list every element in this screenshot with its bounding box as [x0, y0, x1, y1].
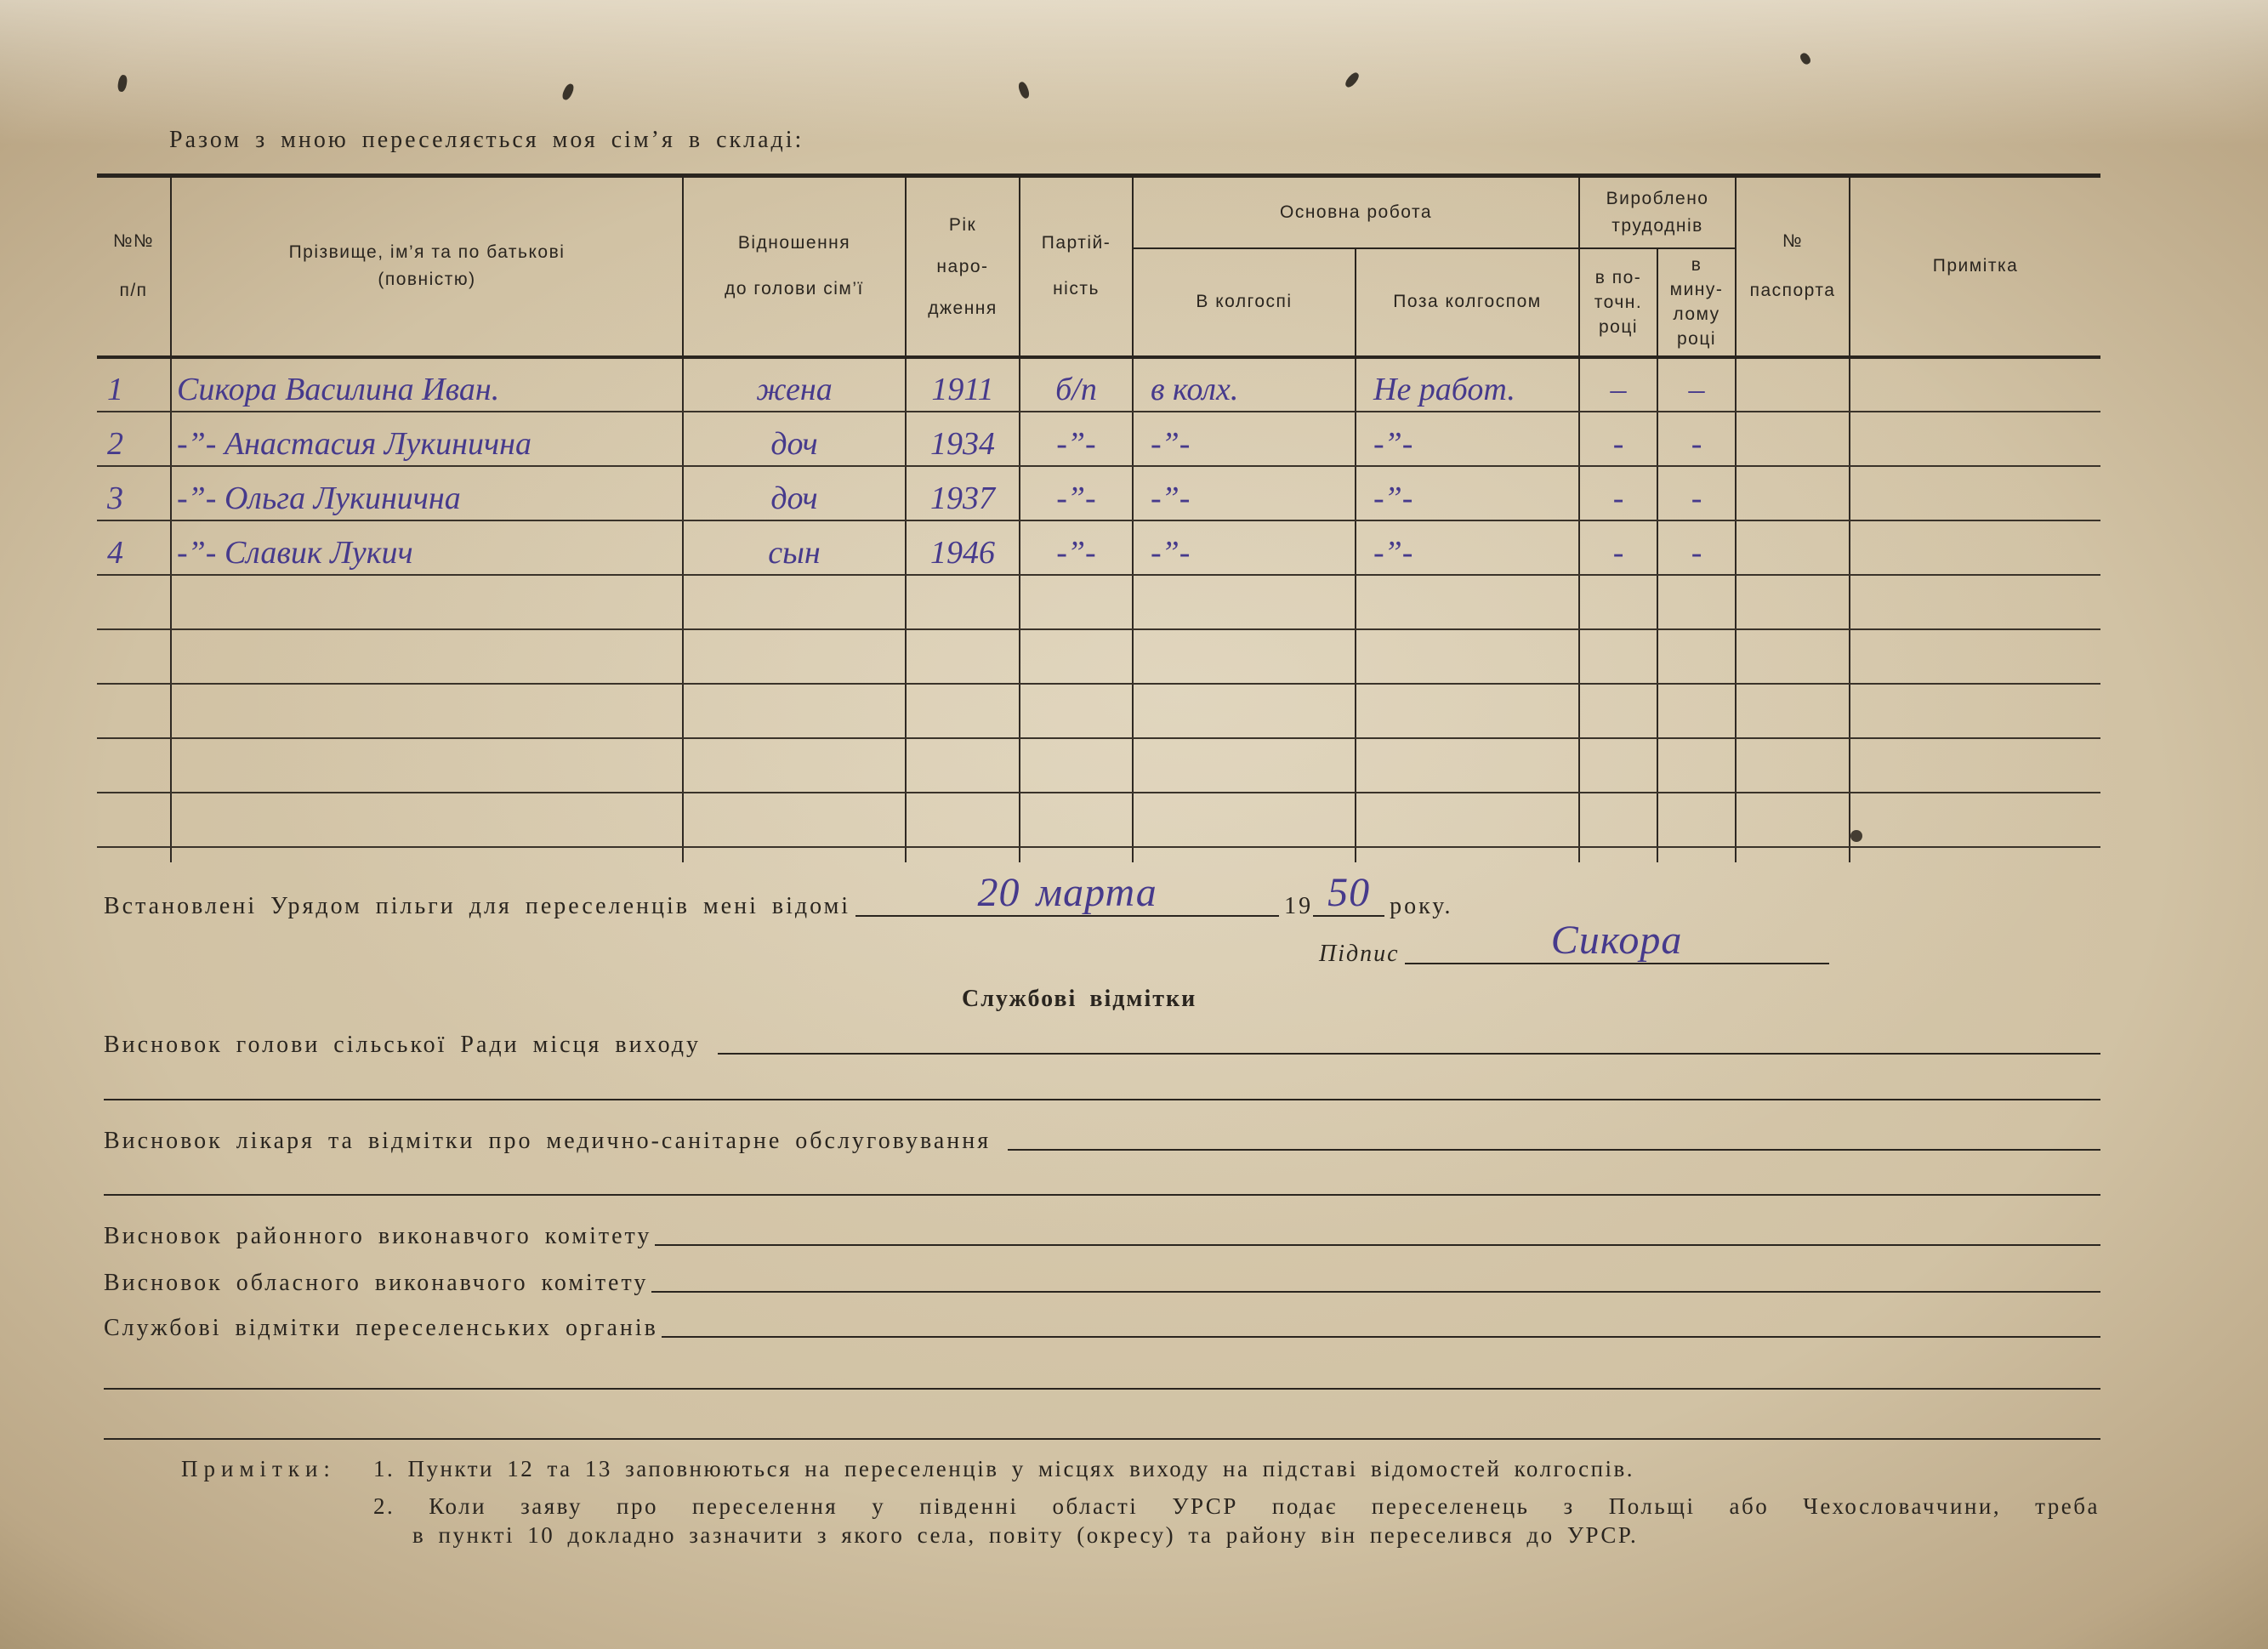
cell-workdays-past	[1657, 684, 1736, 738]
field-regional-committee-conclusion	[104, 1269, 2100, 1298]
footnote-1	[181, 1454, 1634, 1483]
header-line: наро-	[936, 256, 989, 276]
field-line	[651, 1289, 2100, 1293]
family-members-body	[97, 357, 2100, 862]
punch-mark	[1017, 81, 1031, 100]
cell-name	[171, 684, 683, 738]
header-line: лому	[1673, 304, 1720, 324]
cell-outside-kolhosp: -”-	[1356, 412, 1579, 466]
cell-passport	[1736, 793, 1850, 847]
cell-note	[1850, 684, 2100, 738]
handwritten-signature: Сикора	[1550, 918, 1683, 963]
cell-note	[1850, 738, 2100, 793]
cell-passport	[1736, 684, 1850, 738]
cell-num	[97, 629, 171, 684]
header-workdays-past	[1657, 248, 1736, 357]
cell-birth-year	[906, 738, 1020, 793]
header-line: Прізвище, ім’я та по батькові	[288, 242, 566, 263]
punch-mark	[1799, 51, 1812, 65]
cell-num: 2	[97, 412, 171, 466]
empty-row	[97, 575, 2100, 629]
cell-party	[1020, 629, 1133, 684]
header-line: до голови сім’ї	[725, 279, 864, 299]
header-note: Примітка	[1850, 176, 2100, 357]
cell-passport	[1736, 357, 1850, 412]
header-line: році	[1598, 316, 1639, 337]
field-line	[1008, 1147, 2100, 1151]
cell-birth-year	[906, 847, 1020, 862]
benefits-statement-label: Встановлені Урядом пільги для переселенців мені відомі	[104, 893, 851, 919]
signature-row	[1319, 918, 1834, 969]
cell-in-kolhosp: -”-	[1133, 520, 1356, 575]
service-notes-title: Службові відмітки	[962, 986, 1197, 1012]
header-line: №№	[112, 231, 155, 252]
table-bottom-margin	[97, 847, 2100, 862]
cell-note	[1850, 466, 2100, 520]
cell-workdays-current	[1579, 847, 1657, 862]
header-line: п/п	[119, 281, 148, 301]
cell-in-kolhosp	[1133, 629, 1356, 684]
header-in-kolhosp: В колгоспі	[1133, 248, 1356, 357]
family-members-table	[97, 173, 2100, 862]
header-main-work: Основна робота	[1133, 176, 1579, 248]
cell-workdays-current	[1579, 575, 1657, 629]
cell-birth-year: 1946	[906, 520, 1020, 575]
year-suffix: року.	[1390, 893, 1453, 919]
family-member-row	[97, 466, 2100, 520]
punch-mark	[117, 74, 128, 92]
cell-party	[1020, 847, 1133, 862]
cell-relation: доч	[683, 466, 906, 520]
header-line: Партій-	[1041, 233, 1111, 253]
header-line: дження	[928, 298, 998, 318]
field-resettlement-authority-notes	[104, 1314, 2100, 1343]
cell-party: б/п	[1020, 357, 1133, 412]
field-label: Висновок обласного виконавчого комітету	[104, 1270, 649, 1296]
cell-workdays-past	[1657, 629, 1736, 684]
cell-outside-kolhosp: -”-	[1356, 520, 1579, 575]
cell-party	[1020, 793, 1133, 847]
cell-birth-year: 1934	[906, 412, 1020, 466]
header-workdays-current	[1579, 248, 1657, 357]
cell-workdays-current: -	[1579, 412, 1657, 466]
header-line: (повністю)	[378, 270, 476, 290]
header-relation	[683, 176, 906, 357]
family-member-row	[97, 412, 2100, 466]
ruled-line	[104, 1388, 2100, 1390]
cell-outside-kolhosp	[1356, 629, 1579, 684]
header-line: №	[1782, 231, 1804, 252]
header-line: паспорта	[1749, 281, 1836, 301]
cell-relation	[683, 738, 906, 793]
cell-num	[97, 738, 171, 793]
field-line	[662, 1334, 2100, 1338]
cell-workdays-current	[1579, 684, 1657, 738]
cell-name: -”- Славик Лукич	[171, 520, 683, 575]
table-header	[97, 176, 2100, 357]
cell-relation	[683, 793, 906, 847]
cell-outside-kolhosp: Не работ.	[1356, 357, 1579, 412]
header-passport	[1736, 176, 1850, 357]
footnotes-label: Примітки:	[181, 1456, 336, 1481]
cell-workdays-current	[1579, 793, 1657, 847]
field-doctor-conclusion	[104, 1127, 2100, 1156]
punch-mark	[1344, 71, 1361, 89]
empty-row	[97, 629, 2100, 684]
header-line: році	[1676, 329, 1717, 349]
cell-workdays-past	[1657, 793, 1736, 847]
header-outside-kolhosp: Поза колгоспом	[1356, 248, 1579, 357]
benefits-statement-row	[104, 870, 1453, 921]
cell-passport	[1736, 466, 1850, 520]
header-line: Вироблено	[1606, 188, 1709, 208]
cell-passport	[1736, 738, 1850, 793]
header-party	[1020, 176, 1133, 357]
cell-num	[97, 575, 171, 629]
year-blank	[1313, 870, 1384, 917]
cell-num	[97, 847, 171, 862]
cell-note	[1850, 412, 2100, 466]
family-member-row	[97, 520, 2100, 575]
header-workdays	[1579, 176, 1736, 248]
cell-note	[1850, 629, 2100, 684]
cell-note	[1850, 520, 2100, 575]
header-line: в по-	[1594, 267, 1642, 287]
field-district-committee-conclusion	[104, 1222, 2100, 1251]
signature-label: Підпис	[1319, 941, 1400, 967]
cell-party	[1020, 684, 1133, 738]
cell-num	[97, 684, 171, 738]
field-line	[718, 1051, 2100, 1055]
cell-in-kolhosp	[1133, 793, 1356, 847]
family-member-row	[97, 357, 2100, 412]
cell-workdays-current	[1579, 629, 1657, 684]
cell-outside-kolhosp	[1356, 575, 1579, 629]
empty-row	[97, 684, 2100, 738]
header-line: Рік	[948, 214, 977, 235]
cell-relation: сын	[683, 520, 906, 575]
ruled-line	[104, 1194, 2100, 1196]
cell-num	[97, 793, 171, 847]
field-label: Службові відмітки переселенських органів	[104, 1315, 658, 1341]
cell-note	[1850, 847, 2100, 862]
cell-outside-kolhosp: -”-	[1356, 466, 1579, 520]
cell-note	[1850, 575, 2100, 629]
cell-workdays-current: -	[1579, 520, 1657, 575]
cell-relation: доч	[683, 412, 906, 466]
cell-in-kolhosp: -”-	[1133, 466, 1356, 520]
cell-party: -”-	[1020, 412, 1133, 466]
field-village-council-conclusion	[104, 1031, 2100, 1060]
footnote-2	[373, 1492, 2100, 1549]
handwritten-date: 20 марта	[977, 870, 1157, 915]
cell-birth-year	[906, 629, 1020, 684]
cell-note	[1850, 357, 2100, 412]
cell-name	[171, 847, 683, 862]
cell-workdays-current	[1579, 738, 1657, 793]
field-label: Висновок районного виконавчого комітету	[104, 1223, 652, 1249]
cell-num: 4	[97, 520, 171, 575]
cell-in-kolhosp	[1133, 684, 1356, 738]
ruled-line	[104, 1099, 2100, 1100]
date-blank	[855, 870, 1279, 917]
cell-passport	[1736, 847, 1850, 862]
field-label: Висновок голови сільської Ради місця виходу	[104, 1032, 702, 1058]
cell-num: 3	[97, 466, 171, 520]
header-line: ність	[1053, 279, 1100, 299]
cell-note	[1850, 793, 2100, 847]
cell-relation	[683, 847, 906, 862]
cell-workdays-past	[1657, 847, 1736, 862]
cell-birth-year: 1911	[906, 357, 1020, 412]
footnote-1-text: 1. Пункти 12 та 13 заповнюються на переселенців у місцях виходу на підставі відомостей колгоспів.	[373, 1456, 1635, 1481]
table-header-row	[97, 176, 2100, 248]
cell-passport	[1736, 520, 1850, 575]
family-intro-text: Разом з мною переселяється моя сім’я в складі:	[169, 127, 804, 153]
cell-num: 1	[97, 357, 171, 412]
year-prefix: 19	[1284, 893, 1314, 919]
header-line: точн.	[1594, 292, 1643, 312]
empty-row	[97, 793, 2100, 847]
cell-party	[1020, 738, 1133, 793]
cell-relation	[683, 575, 906, 629]
cell-workdays-current: –	[1579, 357, 1657, 412]
cell-name	[171, 793, 683, 847]
cell-birth-year	[906, 684, 1020, 738]
cell-relation: жена	[683, 357, 906, 412]
cell-in-kolhosp	[1133, 738, 1356, 793]
cell-party: -”-	[1020, 520, 1133, 575]
ruled-line	[104, 1438, 2100, 1440]
footnote-2-line: в пункті 10 докладно зазначити з якого села, повіту (окресу) та району він переселився до УРСР.	[412, 1522, 1639, 1548]
cell-name: -”- Ольга Лукинична	[171, 466, 683, 520]
punch-mark	[560, 82, 576, 101]
header-line: трудоднів	[1611, 215, 1703, 236]
cell-party: -”-	[1020, 466, 1133, 520]
header-line: Відношення	[737, 233, 851, 253]
cell-in-kolhosp	[1133, 575, 1356, 629]
cell-name: Сикора Василина Иван.	[171, 357, 683, 412]
cell-name	[171, 575, 683, 629]
cell-in-kolhosp: -”-	[1133, 412, 1356, 466]
cell-passport	[1736, 629, 1850, 684]
cell-name: -”- Анастасия Лукинична	[171, 412, 683, 466]
empty-row	[97, 738, 2100, 793]
cell-workdays-past: –	[1657, 357, 1736, 412]
handwritten-year: 50	[1327, 870, 1371, 915]
cell-in-kolhosp	[1133, 847, 1356, 862]
cell-in-kolhosp: в колх.	[1133, 357, 1356, 412]
cell-birth-year: 1937	[906, 466, 1020, 520]
cell-outside-kolhosp	[1356, 684, 1579, 738]
field-line	[655, 1242, 2100, 1246]
cell-workdays-past: -	[1657, 412, 1736, 466]
cell-relation	[683, 684, 906, 738]
footnote-2-line: 2. Коли заяву про переселення у південні області УРСР подає переселенець з Польщі або Чехословаччини, треба	[373, 1493, 2100, 1519]
cell-workdays-current: -	[1579, 466, 1657, 520]
cell-passport	[1736, 412, 1850, 466]
cell-party	[1020, 575, 1133, 629]
header-line: мину-	[1669, 280, 1724, 299]
header-full-name	[171, 176, 683, 357]
cell-name	[171, 738, 683, 793]
cell-relation	[683, 629, 906, 684]
cell-outside-kolhosp	[1356, 847, 1579, 862]
cell-name	[171, 629, 683, 684]
field-label: Висновок лікаря та відмітки про медично-санітарне обслуговування	[104, 1128, 992, 1154]
signature-blank	[1405, 918, 1829, 964]
cell-workdays-past	[1657, 575, 1736, 629]
cell-workdays-past	[1657, 738, 1736, 793]
header-birth-year	[906, 176, 1020, 357]
header-line: в	[1691, 255, 1702, 275]
cell-workdays-past: -	[1657, 520, 1736, 575]
cell-outside-kolhosp	[1356, 793, 1579, 847]
cell-outside-kolhosp	[1356, 738, 1579, 793]
cell-birth-year	[906, 575, 1020, 629]
cell-workdays-past: -	[1657, 466, 1736, 520]
cell-birth-year	[906, 793, 1020, 847]
header-row-number	[97, 176, 171, 357]
cell-passport	[1736, 575, 1850, 629]
